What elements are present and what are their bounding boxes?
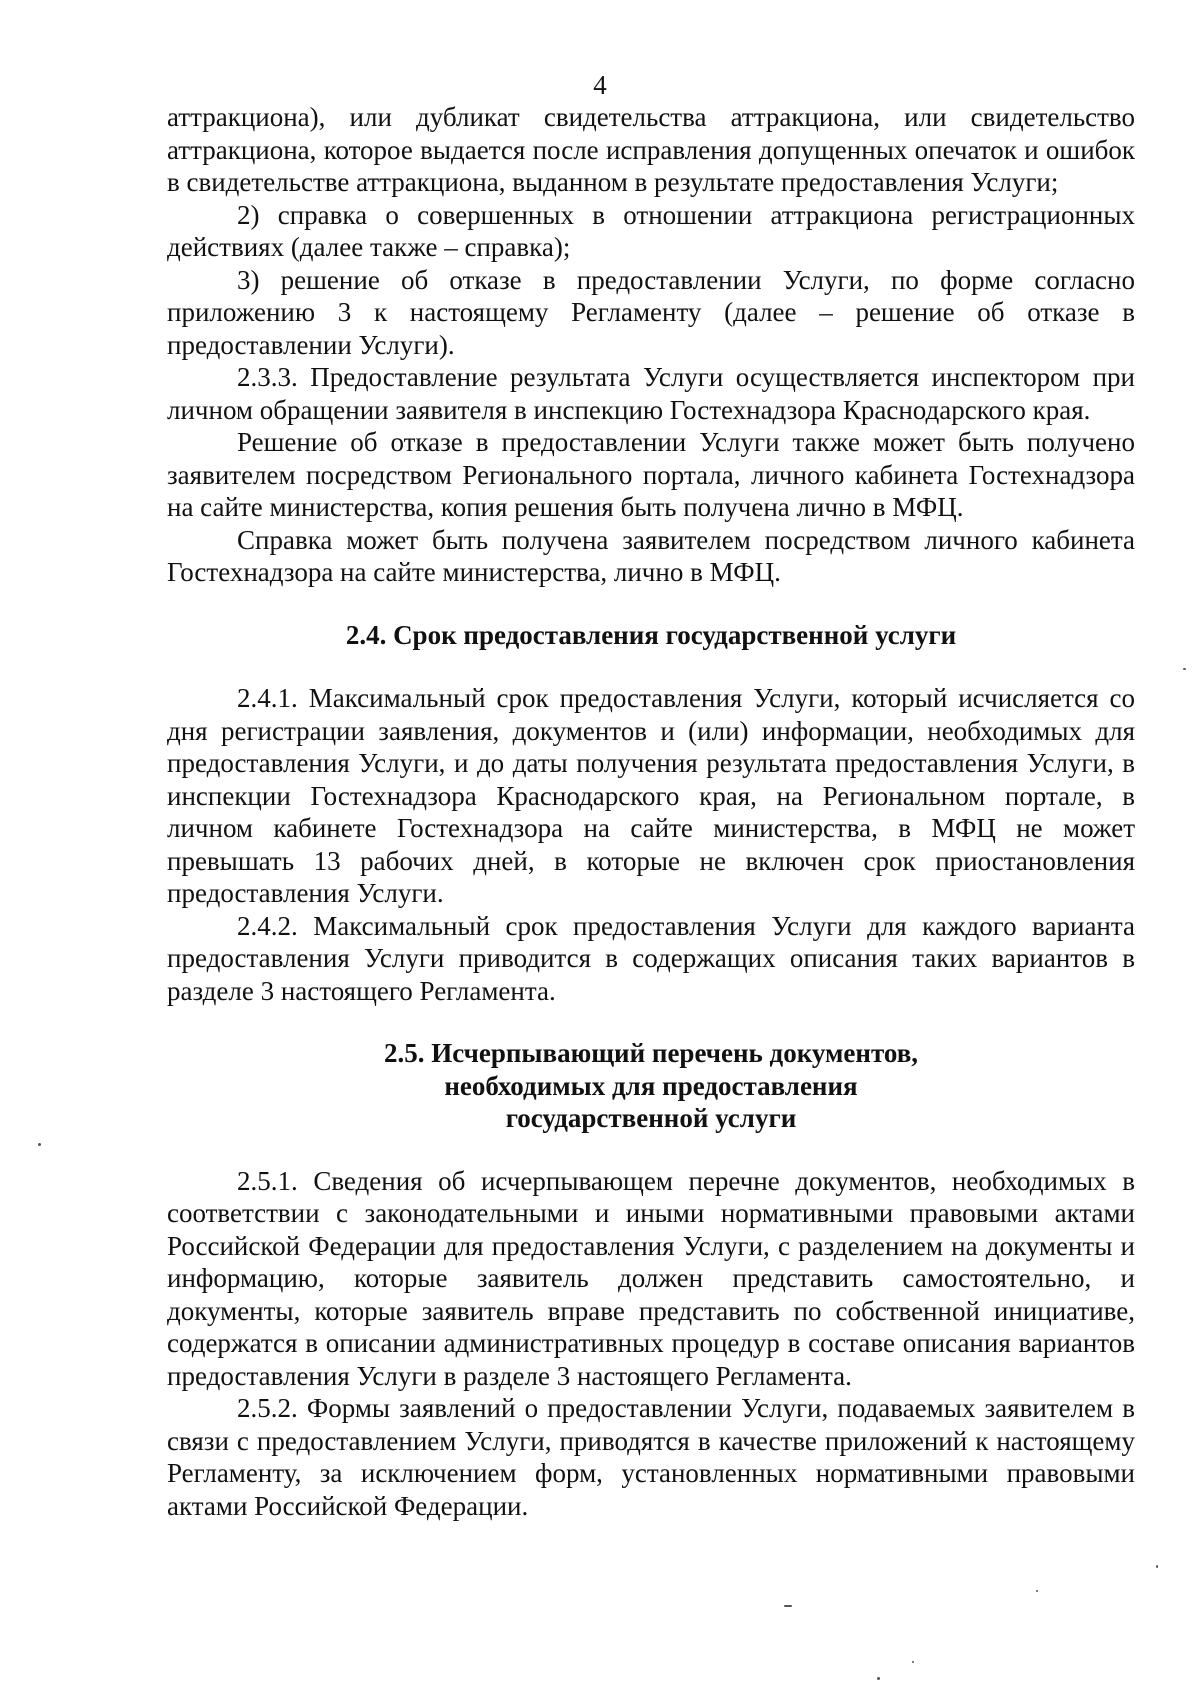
scan-speck [877, 1677, 880, 1680]
paragraph-2-3-3: 2.3.3. Предоставление результата Услуги осуществляется инспектором при личном обращении заявителя в инспекцию Гостехнадзора Краснодарского края. [167, 362, 1135, 425]
paragraph-2-4-2: 2.4.2. Максимальный срок предоставления Услуги для каждого варианта предоставления Услуги приводится в содержащих описания таких вариантов в разделе 3 настоящего Регламента. [167, 910, 1135, 1006]
scan-speck [912, 1661, 914, 1663]
document-body [167, 101, 1135, 1522]
paragraph-refusal-delivery: Решение об отказе в предоставлении Услуги также может быть получено заявителем посредством Регионального портала, личного кабинета Гостехнадзора на сайте министерства, копия решения быть получена лично в МФЦ. [167, 427, 1135, 522]
paragraph-item-3-refusal: 3) решение об отказе в предоставлении Услуги, по форме согласно приложению 3 к настоящему Регламенту (далее – решение об отказе в предоставлении Услуги). [167, 264, 1135, 360]
paragraph-2-4-1: 2.4.1. Максимальный срок предоставления Услуги, который исчисляется со дня регистрации заявления, документов и (или) информации, необходимых для предоставления Услуги, и до даты получения результата предоставления Услуги, в инспекции Гостехнадзора Краснодарского края, на Региональном портале, в личном кабинете Гостехнадзора на сайте министерства, в МФЦ не может превышать 13 рабочих дней, в которые не включен срок приостановления предоставления Услуги. [167, 683, 1135, 908]
section-heading-2-5-line: 2.5. Исчерпывающий перечень документов, [383, 1038, 919, 1068]
section-heading-2-5 [167, 1037, 1135, 1135]
section-heading-2-5-line: необходимых для предоставления [444, 1070, 858, 1101]
paragraph-intro-continuation: аттракциона), или дубликат свидетельства аттракциона, или свидетельство аттракциона, которое выдается после исправления допущенных опечаток и ошибок в свидетельстве аттракциона, выданном в результате предоставления Услуги; [167, 102, 1135, 197]
paragraph-item-2-certificate: 2) справка о совершенных в отношении аттракциона регистрационных действиях (далее также – справка); [167, 199, 1135, 262]
scan-speck [1183, 668, 1186, 670]
scan-speck [38, 1143, 41, 1146]
scan-speck [1156, 1565, 1158, 1568]
page-number: 4 [593, 70, 607, 100]
paragraph-certificate-delivery: Справка может быть получена заявителем посредством личного кабинета Гостехнадзора на сайте министерства, лично в МФЦ. [167, 524, 1135, 587]
paragraph-2-5-2: 2.5.2. Формы заявлений о предоставлении Услуги, подаваемых заявителем в связи с предоставлением Услуги, приводятся в качестве приложений к настоящему Регламенту, за исключением форм, установленных нормативными правовыми актами Российской Федерации. [167, 1393, 1135, 1521]
scan-speck [784, 1605, 792, 1607]
section-heading-2-4: 2.4. Срок предоставления государственной услуги [345, 619, 957, 650]
paragraph-2-5-1: 2.5.1. Сведения об исчерпывающем перечне документов, необходимых в соответствии с законодательными и иными нормативными правовыми актами Российской Федерации для предоставления Услуги, с разделением на документы и информацию, которые заявитель должен представить самостоятельно, и документы, которые заявитель вправе представить по собственной инициативе, содержатся в описании административных процедур в составе описания вариантов предоставления Услуги в разделе 3 настоящего Регламента. [167, 1165, 1135, 1391]
section-heading-2-5-line: государственной услуги [505, 1103, 797, 1133]
scan-speck [1036, 1590, 1038, 1592]
